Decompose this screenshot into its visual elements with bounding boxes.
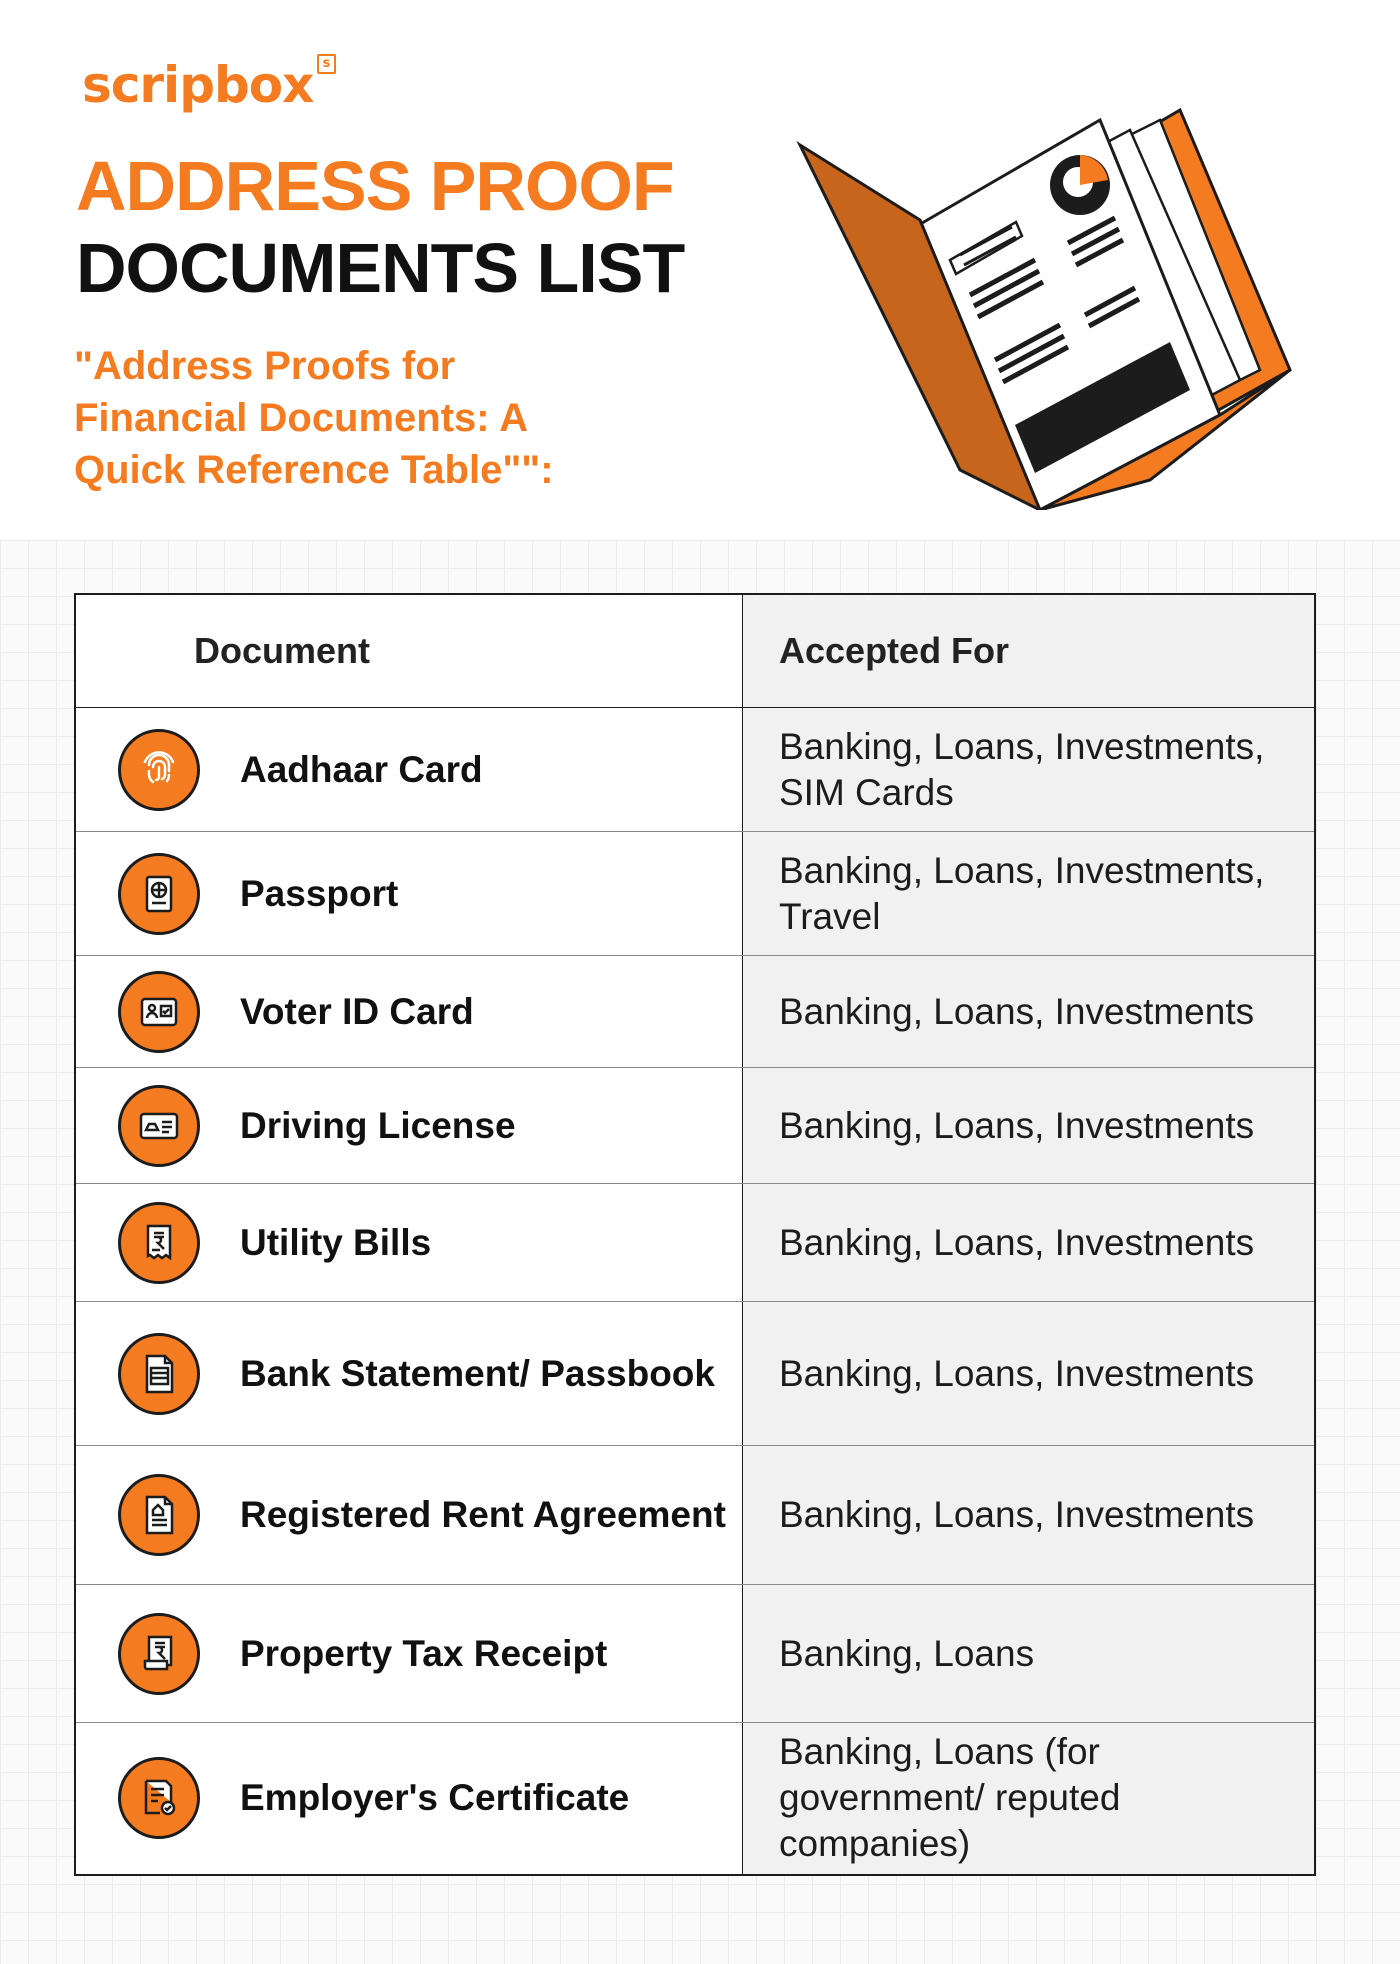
document-cell <box>75 1723 743 1875</box>
passport-icon <box>118 853 200 935</box>
accepted-for-cell: Banking, Loans, Investments <box>743 1184 1316 1302</box>
address-proof-table <box>74 593 1316 1876</box>
table-row <box>75 1184 1315 1302</box>
document-folder-illustration <box>790 70 1310 510</box>
document-name: Property Tax Receipt <box>240 1632 608 1674</box>
table-row <box>75 708 1315 832</box>
accepted-for-cell: Banking, Loans, Investments, SIM Cards <box>743 708 1316 832</box>
accepted-for-cell: Banking, Loans <box>743 1585 1316 1723</box>
document-cell <box>75 832 743 956</box>
table-row <box>75 1302 1315 1446</box>
table-row <box>75 1723 1315 1875</box>
accepted-for-cell: Banking, Loans, Investments <box>743 956 1316 1068</box>
driving-license-icon <box>118 1085 200 1167</box>
column-header-accepted-for: Accepted For <box>743 594 1316 708</box>
document-name: Bank Statement/ Passbook <box>240 1352 715 1394</box>
table-row <box>75 956 1315 1068</box>
table-row <box>75 1585 1315 1723</box>
document-name: Registered Rent Agreement <box>240 1494 726 1535</box>
document-cell <box>75 1585 743 1723</box>
table-row <box>75 1446 1315 1585</box>
logo-mark: s <box>317 54 336 74</box>
document-cell <box>75 708 743 832</box>
voter-id-icon <box>118 971 200 1053</box>
table-row <box>75 832 1315 956</box>
accepted-for-cell: Banking, Loans, Investments, Travel <box>743 832 1316 956</box>
page-title-line2: DOCUMENTS LIST <box>76 229 685 307</box>
utility-bill-icon <box>118 1202 200 1284</box>
property-tax-receipt-icon <box>118 1613 200 1695</box>
table-header-row <box>75 594 1315 708</box>
accepted-for-cell: Banking, Loans (for government/ reputed companies) <box>743 1723 1316 1875</box>
document-cell <box>75 1184 743 1302</box>
document-name: Passport <box>240 872 399 914</box>
table-row <box>75 1068 1315 1184</box>
rent-agreement-icon <box>118 1474 200 1556</box>
document-name: Utility Bills <box>240 1221 432 1263</box>
scripbox-logo: scripbox <box>82 56 314 114</box>
document-name: Aadhaar Card <box>240 748 483 790</box>
document-cell <box>75 1068 743 1184</box>
document-name: Voter ID Card <box>240 990 474 1032</box>
fingerprint-icon <box>118 729 200 811</box>
bank-statement-icon <box>118 1333 200 1415</box>
accepted-for-cell: Banking, Loans, Investments <box>743 1068 1316 1184</box>
employer-certificate-icon <box>118 1757 200 1839</box>
page-title-line1: ADDRESS PROOF <box>76 147 674 225</box>
document-cell <box>75 1446 743 1585</box>
document-name: Driving License <box>240 1104 516 1146</box>
column-header-document: Document <box>75 594 743 708</box>
document-cell <box>75 1302 743 1446</box>
accepted-for-cell: Banking, Loans, Investments <box>743 1302 1316 1446</box>
document-cell <box>75 956 743 1068</box>
accepted-for-cell: Banking, Loans, Investments <box>743 1446 1316 1585</box>
document-name: Employer's Certificate <box>240 1777 630 1819</box>
page-subtitle: "Address Proofs for Financial Documents: A Quick Reference Table"": <box>74 344 554 492</box>
